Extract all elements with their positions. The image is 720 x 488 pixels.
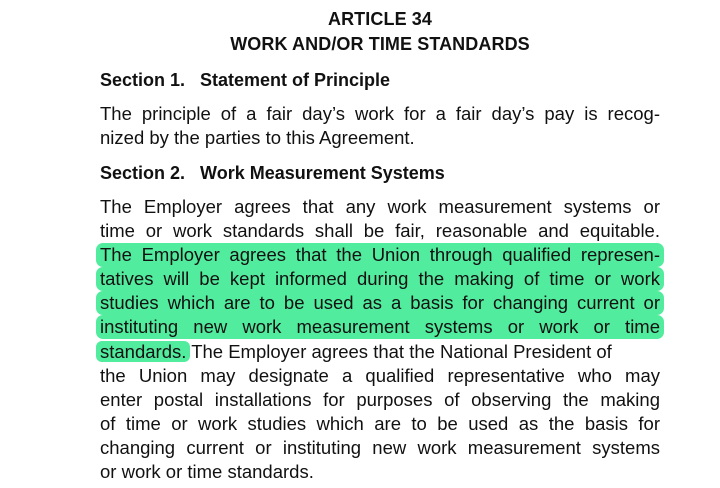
section-2-line: the Union may designate a qualified representative who may [100, 365, 660, 386]
section-2-heading: Section 2. Work Measurement Systems [100, 163, 445, 183]
highlighted-text: standards. [96, 341, 190, 362]
article-title: WORK AND/OR TIME STANDARDS [230, 34, 530, 54]
section-2-line-mixed [100, 340, 660, 364]
article-number: ARTICLE 34 [327, 9, 433, 29]
section-2-line: enter postal installations for purposes of observing the making [100, 389, 660, 410]
section-2-line: or work or time standards. [100, 461, 314, 482]
highlighted-line: instituting new work measurement systems or work or time [96, 315, 664, 339]
section-1-heading: Section 1. Statement of Principle [100, 70, 391, 90]
section-2-line: of time or work studies which are to be used as the basis for [100, 413, 660, 434]
section-1-line: nized by the parties to this Agreement. [100, 127, 415, 148]
section-2-line: The Employer agrees that any work measurement systems or [100, 196, 660, 217]
highlighted-line: The Employer agrees that the Union through qualified represen- [96, 243, 664, 267]
section-2-line: changing current or instituting new work measurement systems [100, 437, 660, 458]
section-2-line: time or work standards shall be fair, reasonable and equitable. [100, 220, 660, 241]
section-2-text: The Employer agrees that the National President of [186, 341, 612, 362]
highlighted-line: studies which are to be used as a basis for changing current or [96, 291, 664, 315]
section-1-line: The principle of a fair day’s work for a fair day’s pay is recog- [100, 103, 660, 124]
highlighted-line: tatives will be kept informed during the making of time or work [96, 267, 664, 291]
